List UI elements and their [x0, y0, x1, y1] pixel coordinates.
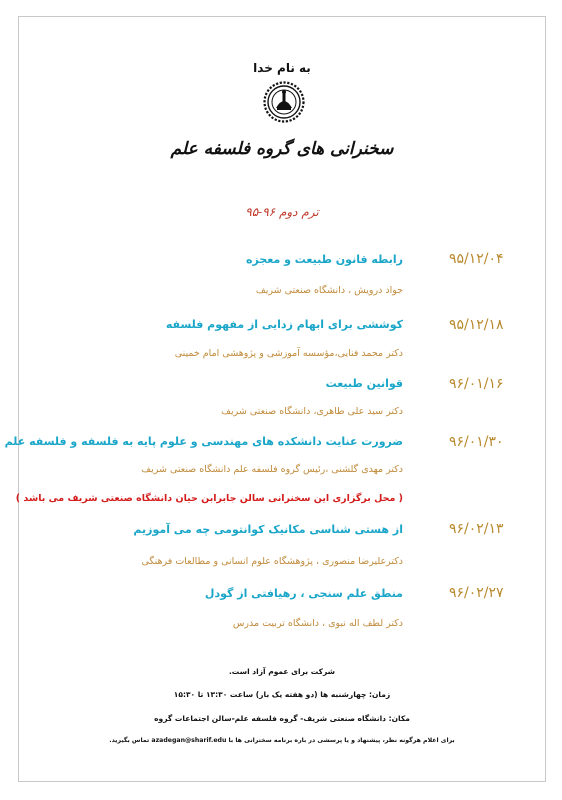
contact-info: برای اعلام هرگونه نظر، پیشنهاد و یا پرسشی در باره برنامه سخنرانی ها با azadegan@sharif.edu تماس بگیرید. [109, 737, 455, 744]
lecture-speaker: دکترعلیرضا منصوری ، پژوهشگاه علوم انسانی و مطالعات فرهنگی [141, 556, 403, 567]
bismillah-heading: به نام خدا [253, 61, 311, 75]
lecture-topic: منطق علم سنجی ، رهیافتی از گودل [204, 587, 403, 600]
university-logo-icon [263, 81, 305, 123]
lecture-topic: قوانین طبیعت [325, 377, 403, 390]
place-info: مکان: دانشگاه صنعتی شریف- گروه فلسفه علم-سالن اجتماعات گروه [154, 714, 410, 723]
lecture-topic: از هستی شناسی مکانیک کوانتومی چه می آموزیم [133, 523, 403, 536]
page-title: سخنرانی های گروه فلسفه علم [170, 139, 394, 159]
public-notice: شرکت برای عموم آزاد است. [228, 667, 336, 676]
lecture-date: ۹۶/۰۲/۲۷ [449, 585, 504, 601]
lecture-topic: کوششی برای ابهام زدایی از مفهوم فلسفه [165, 318, 403, 331]
lecture-date: ۹۵/۱۲/۰۴ [449, 251, 504, 267]
document-page [4, 16, 546, 782]
lecture-speaker: دکتر سید علی طاهری، دانشگاه صنعتی شریف [221, 406, 403, 417]
lecture-speaker: دکتر لطف اله نبوی ، دانشگاه تربیت مدرس [232, 618, 403, 629]
lecture-speaker: جواد درویش ، دانشگاه صنعتی شریف [255, 285, 403, 296]
lecture-date: ۹۵/۱۲/۱۸ [449, 317, 504, 333]
term-label: ترم دوم ۹۶-۹۵ [245, 205, 319, 219]
lecture-date: ۹۶/۰۲/۱۳ [449, 521, 504, 537]
time-info: زمان: چهارشنبه ها (دو هفته یک بار) ساعت ۱۳:۳۰ تا ۱۵:۳۰ [173, 690, 391, 699]
lecture-date: ۹۶/۰۱/۳۰ [449, 434, 504, 450]
lecture-topic: رابطه قانون طبیعت و معجزه [245, 253, 403, 266]
lecture-speaker: دکتر مهدی گلشنی ،رئیس گروه فلسفه علم دانشگاه صنعتی شریف [141, 464, 403, 475]
lecture-topic: ضرورت عنایت دانشکده های مهندسی و علوم پایه به فلسفه و فلسفه علم [4, 435, 403, 448]
lecture-speaker: دکتر محمد فنایی،مؤسسه آموزشی و پژوهشی امام خمینی [174, 348, 403, 359]
venue-note: ( محل برگزاری این سخنرانی سالن جابرابن حیان دانشگاه صنعتی شریف می باشد ) [15, 493, 403, 504]
lecture-date: ۹۶/۰۱/۱۶ [449, 376, 504, 392]
